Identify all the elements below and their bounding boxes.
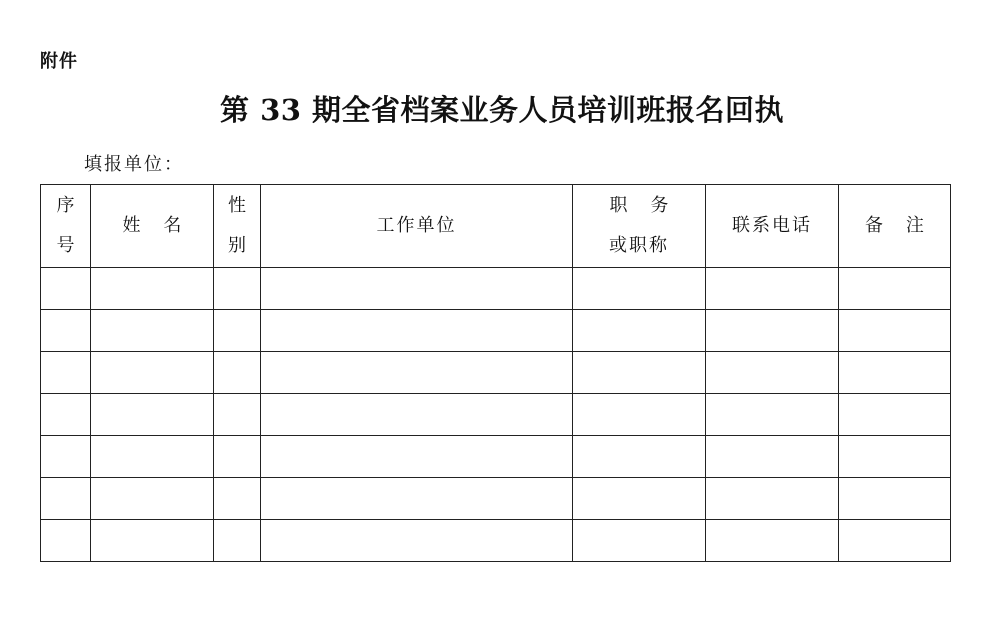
cell-gender[interactable] <box>214 352 261 394</box>
cell-phone[interactable] <box>706 394 839 436</box>
header-gender-line1: 性 <box>228 195 246 216</box>
header-row <box>41 185 951 268</box>
cell-seq[interactable] <box>41 520 91 562</box>
header-phone-text: 联系电话 <box>732 215 812 237</box>
cell-seq[interactable] <box>41 352 91 394</box>
cell-position[interactable] <box>573 310 706 352</box>
cell-name[interactable] <box>91 520 214 562</box>
header-name-text: 姓 名 <box>122 215 182 237</box>
header-position-line1: 职 务 <box>609 195 669 216</box>
cell-work-unit[interactable] <box>261 352 573 394</box>
cell-work-unit[interactable] <box>261 394 573 436</box>
cell-gender[interactable] <box>214 478 261 520</box>
cell-work-unit[interactable] <box>261 268 573 310</box>
header-work-unit <box>261 185 573 268</box>
cell-remarks[interactable] <box>839 268 951 310</box>
cell-work-unit[interactable] <box>261 310 573 352</box>
page-title: 第 33 期全省档案业务人员培训班报名回执 <box>219 93 785 127</box>
cell-remarks[interactable] <box>839 478 951 520</box>
header-remarks <box>839 185 951 268</box>
cell-phone[interactable] <box>706 520 839 562</box>
header-remarks-text: 备 注 <box>865 215 924 237</box>
header-position-line2: 或职称 <box>609 235 669 256</box>
cell-work-unit[interactable] <box>261 478 573 520</box>
cell-name[interactable] <box>91 478 214 520</box>
table-row <box>41 352 951 394</box>
table-row <box>41 268 951 310</box>
header-position <box>573 185 706 268</box>
header-seq-line2: 号 <box>56 235 75 256</box>
table-row <box>41 478 951 520</box>
header-seq <box>41 185 91 268</box>
table-row <box>41 436 951 478</box>
header-gender <box>214 185 261 268</box>
cell-position[interactable] <box>573 436 706 478</box>
cell-gender[interactable] <box>214 520 261 562</box>
table-row <box>41 394 951 436</box>
cell-remarks[interactable] <box>839 352 951 394</box>
attachment-label: 附件 <box>40 51 78 72</box>
cell-gender[interactable] <box>214 436 261 478</box>
cell-phone[interactable] <box>706 310 839 352</box>
cell-remarks[interactable] <box>839 310 951 352</box>
cell-name[interactable] <box>91 310 214 352</box>
cell-work-unit[interactable] <box>261 436 573 478</box>
cell-name[interactable] <box>91 268 214 310</box>
registration-table <box>40 184 951 562</box>
cell-position[interactable] <box>573 520 706 562</box>
cell-seq[interactable] <box>41 478 91 520</box>
cell-phone[interactable] <box>706 268 839 310</box>
header-name <box>91 185 214 268</box>
cell-seq[interactable] <box>41 268 91 310</box>
cell-remarks[interactable] <box>839 394 951 436</box>
cell-position[interactable] <box>573 268 706 310</box>
cell-phone[interactable] <box>706 352 839 394</box>
cell-name[interactable] <box>91 352 214 394</box>
table-row <box>41 310 951 352</box>
header-work-unit-text: 工作单位 <box>376 215 457 237</box>
header-phone <box>706 185 839 268</box>
table-row <box>41 520 951 562</box>
cell-seq[interactable] <box>41 394 91 436</box>
cell-name[interactable] <box>91 436 214 478</box>
cell-seq[interactable] <box>41 436 91 478</box>
cell-remarks[interactable] <box>839 520 951 562</box>
header-gender-line2: 别 <box>228 235 246 256</box>
cell-seq[interactable] <box>41 310 91 352</box>
cell-work-unit[interactable] <box>261 520 573 562</box>
cell-gender[interactable] <box>214 394 261 436</box>
header-seq-line1: 序 <box>56 195 75 216</box>
cell-name[interactable] <box>91 394 214 436</box>
cell-phone[interactable] <box>706 478 839 520</box>
cell-gender[interactable] <box>214 268 261 310</box>
cell-position[interactable] <box>573 352 706 394</box>
cell-position[interactable] <box>573 394 706 436</box>
cell-gender[interactable] <box>214 310 261 352</box>
cell-remarks[interactable] <box>839 436 951 478</box>
cell-position[interactable] <box>573 478 706 520</box>
unit-label: 填报单位： <box>84 154 184 175</box>
table-body <box>41 268 951 562</box>
cell-phone[interactable] <box>706 436 839 478</box>
